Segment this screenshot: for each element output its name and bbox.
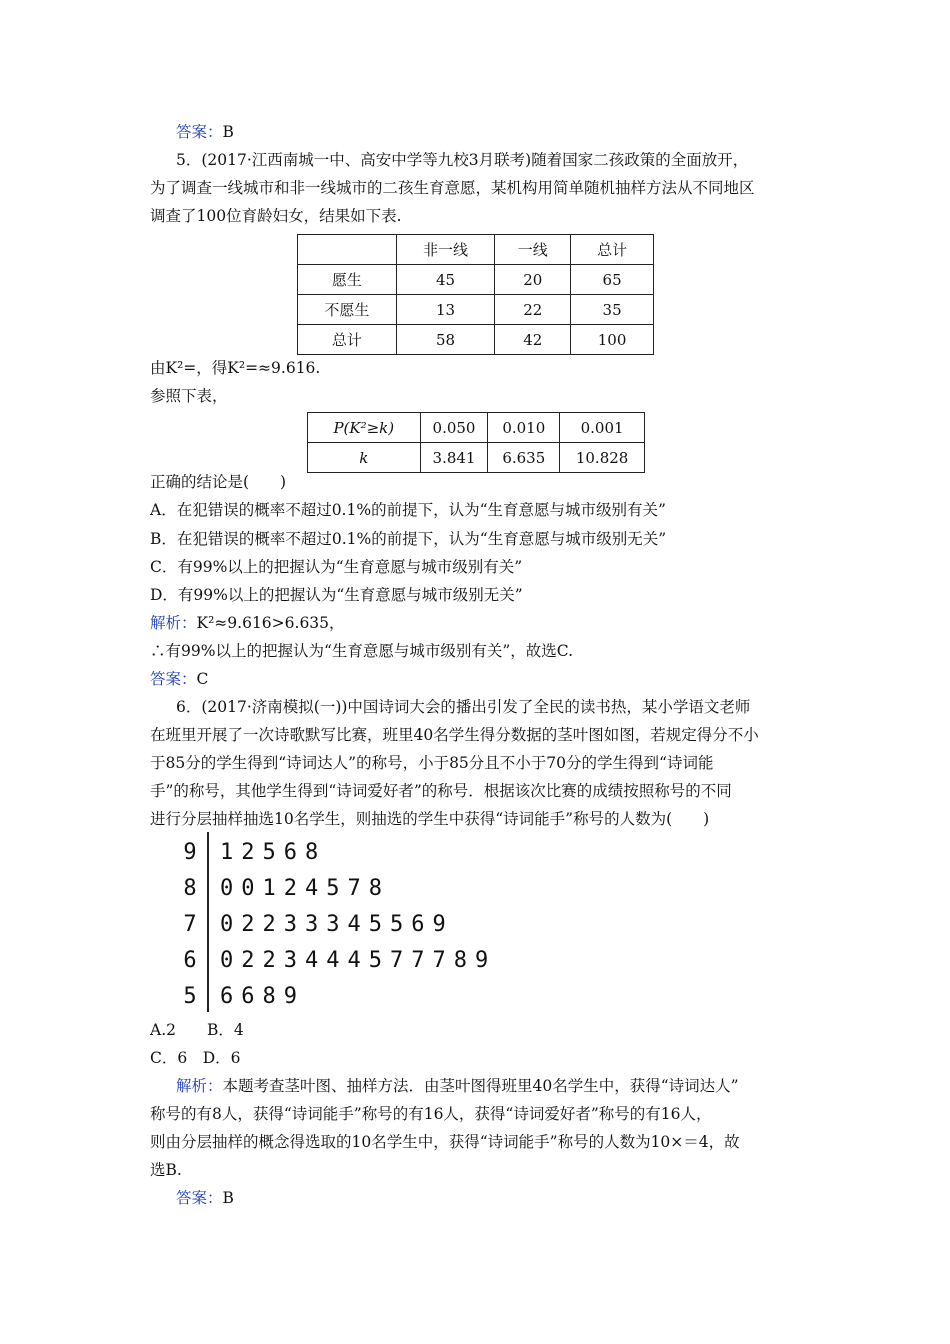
leaf-values: 12568 [220, 840, 327, 865]
q6-options-row-2: C．6 D．6 [150, 1049, 241, 1067]
table-row [298, 295, 654, 325]
question-prompt: 正确的结论是( ) [150, 473, 287, 491]
q6-answer [176, 1188, 836, 1208]
table-cell: 22 [495, 295, 571, 325]
q6-text-line-1: 6．(2017·济南模拟(一))中国诗词大会的播出引发了全民的读书热，某小学语文老师 [176, 698, 751, 716]
table-cell: 45 [396, 265, 495, 295]
q6-analysis-line-3: 则由分层抽样的概念得选取的10名学生中，获得“诗词能手”称号的人数为10×＝4，故 [150, 1133, 740, 1151]
table-row [298, 265, 654, 295]
q5-conclusion: ∴有99%以上的把握认为“生育意愿与城市级别有关”，故选C. [150, 642, 574, 660]
table-cell: 总计 [298, 325, 397, 355]
table-cell: 35 [571, 295, 654, 325]
stem-value: 8 [183, 876, 197, 901]
q4-answer [176, 122, 836, 142]
q6-analysis-line-2: 称号的有8人，获得“诗词能手”称号的有16人，获得“诗词爱好者”称号的有16人， [150, 1105, 712, 1123]
table-row [308, 443, 645, 473]
q6-text-line-2: 在班里开展了一次诗歌默写比赛，班里40名学生得分数据的茎叶图如图，若规定得分不小 [150, 726, 759, 744]
answer-label: 答案： [176, 123, 223, 141]
reference-line: 参照下表， [150, 387, 228, 405]
table-row [308, 413, 645, 443]
q5-answer [150, 669, 810, 689]
table-cell: 6.635 [488, 443, 560, 473]
q5-analysis [150, 613, 810, 633]
option-d: D．有99%以上的把握认为“生育意愿与城市级别无关” [150, 586, 523, 604]
contingency-table [297, 234, 654, 355]
table-cell: 100 [571, 325, 654, 355]
option-a: A．在犯错误的概率不超过0.1%的前提下，认为“生育意愿与城市级别有关” [150, 501, 666, 519]
table-cell: 愿生 [298, 265, 397, 295]
answer-value: B [222, 1189, 234, 1207]
answer-value: B [222, 123, 234, 141]
answer-value: C [196, 670, 209, 688]
stem-value: 9 [183, 840, 197, 865]
table-cell: 20 [495, 265, 571, 295]
table-header-cell: 非一线 [396, 235, 495, 265]
stem-value: 6 [183, 948, 197, 973]
answer-label: 答案： [150, 670, 197, 688]
q5-text-line-3: 调查了100位育龄妇女，结果如下表. [150, 207, 402, 225]
table-row [298, 325, 654, 355]
stem-divider [207, 832, 209, 1012]
q6-analysis [176, 1076, 836, 1096]
analysis-text: K²≈9.616>6.635， [196, 614, 345, 632]
table-cell: 0.010 [488, 413, 560, 443]
formula-line: 由K²=，得K²=≈9.616. [150, 359, 321, 377]
q6-analysis-line-4: 选B. [150, 1161, 182, 1179]
q6-options-row-1: A.2 B．4 [150, 1021, 244, 1039]
answer-label: 答案： [176, 1189, 223, 1207]
table-cell: 10.828 [560, 443, 645, 473]
table-header-row [298, 235, 654, 265]
analysis-label: 解析： [176, 1077, 223, 1095]
table-header-cell [298, 235, 397, 265]
option-c: C．有99%以上的把握认为“生育意愿与城市级别有关” [150, 558, 523, 576]
q5-text-line-2: 为了调查一线城市和非一线城市的二孩生育意愿，某机构用简单随机抽样方法从不同地区 [150, 179, 755, 197]
stem-value: 7 [183, 912, 197, 937]
critical-value-table [307, 412, 645, 473]
analysis-text: 本题考查茎叶图、抽样方法．由茎叶图得班里40名学生中，获得“诗词达人” [222, 1077, 739, 1095]
leaf-values: 00124578 [220, 876, 390, 901]
q6-text-line-4: 手”的称号，其他学生得到“诗词爱好者”的称号．根据该次比赛的成绩按照称号的不同 [150, 782, 732, 800]
table-header-cell: 一线 [495, 235, 571, 265]
leaf-values: 0223444577789 [220, 948, 497, 973]
table-cell: 不愿生 [298, 295, 397, 325]
table-cell: 65 [571, 265, 654, 295]
stem-value: 5 [183, 984, 197, 1009]
leaf-values: 02233345569 [220, 912, 454, 937]
table-cell: 0.050 [420, 413, 488, 443]
table-cell: k [308, 443, 421, 473]
q5-text-line-1: 5．(2017·江西南城一中、高安中学等九校3月联考)随着国家二孩政策的全面放开， [176, 151, 749, 169]
table-cell: 58 [396, 325, 495, 355]
table-cell: 0.001 [560, 413, 645, 443]
table-header-cell: 总计 [571, 235, 654, 265]
table-cell: 42 [495, 325, 571, 355]
option-b: B．在犯错误的概率不超过0.1%的前提下，认为“生育意愿与城市级别无关” [150, 530, 667, 548]
leaf-values: 6689 [220, 984, 305, 1009]
table-cell: 13 [396, 295, 495, 325]
q6-text-line-3: 于85分的学生得到“诗词达人”的称号，小于85分且不小于70分的学生得到“诗词能 [150, 754, 714, 772]
q6-text-line-5: 进行分层抽样抽选10名学生，则抽选的学生中获得“诗词能手”称号的人数为( ) [150, 810, 710, 828]
table-cell: 3.841 [420, 443, 488, 473]
analysis-label: 解析： [150, 614, 197, 632]
table-cell: P(K²≥k) [308, 413, 421, 443]
